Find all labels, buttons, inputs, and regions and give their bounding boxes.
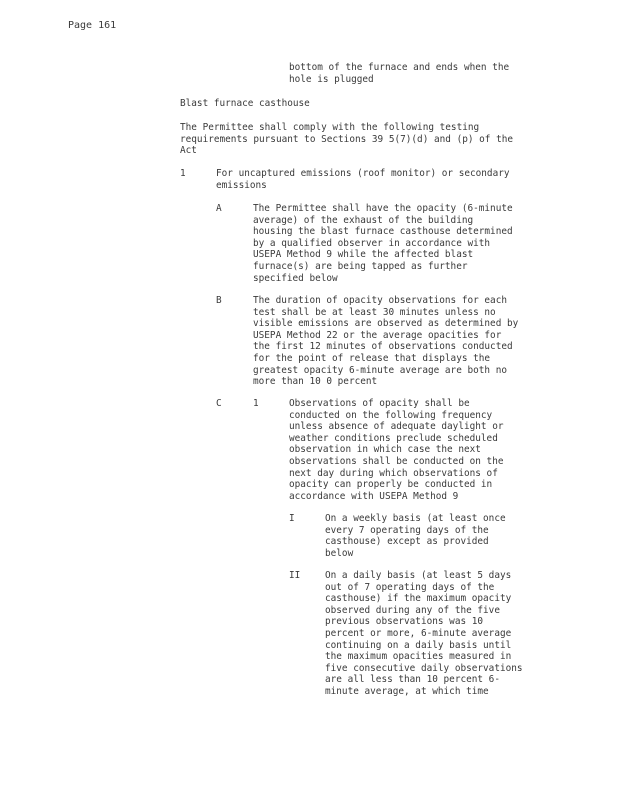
text-line: observed during any of the five (325, 604, 500, 616)
text-line: furnace(s) are being tapped as further (253, 260, 468, 272)
text-line: Act (180, 145, 197, 157)
text-line: percent or more, 6-minute average (325, 627, 512, 639)
text-line: conducted on the following frequency (289, 409, 493, 421)
text-line: minute average, at which time (325, 685, 489, 697)
section-1-label: 1 (180, 168, 186, 179)
text-line: continuing on a daily basis until (325, 639, 512, 651)
text-line: On a daily basis (at least 5 days (325, 570, 512, 581)
text-line: observation in which case the next (289, 444, 481, 456)
text-line: the maximum opacities measured in (325, 651, 512, 663)
text-line: hole is plugged (289, 73, 374, 85)
text-line: the first 12 minutes of observations conducted (253, 341, 513, 353)
text-line: Observations of opacity shall be (289, 398, 470, 409)
text-line: For uncaptured emissions (roof monitor) or secondary (216, 168, 510, 179)
text-line: greatest opacity 6-minute average are both no (253, 364, 507, 376)
text-line: below (325, 547, 354, 559)
item-c-text (289, 398, 503, 502)
item-i-text (325, 513, 506, 559)
item-a-text (253, 203, 513, 284)
text-line: average) of the exhaust of the building (253, 214, 474, 226)
text-line: test shall be at least 30 minutes unless no (253, 306, 496, 318)
text-line: weather conditions preclude scheduled (289, 432, 498, 444)
text-line: visible emissions are observed as determined by (253, 318, 519, 330)
text-line: On a weekly basis (at least once (325, 513, 506, 524)
compliance-statement (180, 122, 513, 157)
text-line: USEPA Method 9 while the affected blast (253, 249, 474, 261)
text-line: for the point of release that displays the (253, 352, 491, 364)
item-c-label: C (216, 398, 222, 409)
text-line: requirements pursuant to Sections 39 5(7)(d) and (p) of the (180, 133, 514, 145)
text-line: previous observations was 10 (325, 616, 484, 628)
text-line: accordance with USEPA Method 9 (289, 490, 459, 502)
text-line: USEPA Method 22 or the average opacities for (253, 329, 502, 341)
text-line: specified below (253, 272, 338, 284)
text-line: opacity can properly be conducted in (289, 479, 493, 491)
section-heading: Blast furnace casthouse (180, 98, 310, 109)
item-ii-text (325, 570, 523, 698)
item-b-text (253, 295, 518, 388)
text-line: by a qualified observer in accordance with (253, 237, 491, 249)
text-line: housing the blast furnace casthouse determined (253, 226, 513, 238)
text-line: next day during which observations of (289, 467, 498, 479)
item-b-label: B (216, 295, 222, 306)
text-line: more than 10 0 percent (253, 376, 378, 388)
item-ii-label: II (289, 570, 301, 581)
text-line: bottom of the furnace and ends when the (289, 62, 510, 73)
text-line: five consecutive daily observations (325, 662, 523, 674)
text-line: casthouse) if the maximum opacity (325, 593, 512, 605)
text-line: casthouse) except as provided (325, 536, 489, 548)
page-number: Page 161 (68, 20, 117, 31)
item-i-label: I (289, 513, 295, 524)
text-line: The duration of opacity observations for each (253, 295, 507, 306)
text-line: are all less than 10 percent 6- (325, 674, 500, 686)
text-line: out of 7 operating days of the (325, 581, 495, 593)
section-1-text (216, 168, 510, 191)
text-line: The Permittee shall comply with the following testing (180, 122, 480, 133)
text-line: every 7 operating days of the (325, 524, 489, 536)
item-a-label: A (216, 203, 222, 214)
text-line: unless absence of adequate daylight or (289, 421, 504, 433)
text-line: observations shall be conducted on the (289, 455, 504, 467)
text-line: The Permittee shall have the opacity (6-minute (253, 203, 513, 214)
intro-paragraph (289, 62, 509, 85)
item-c-sublabel: 1 (253, 398, 259, 409)
text-line: emissions (216, 179, 267, 191)
